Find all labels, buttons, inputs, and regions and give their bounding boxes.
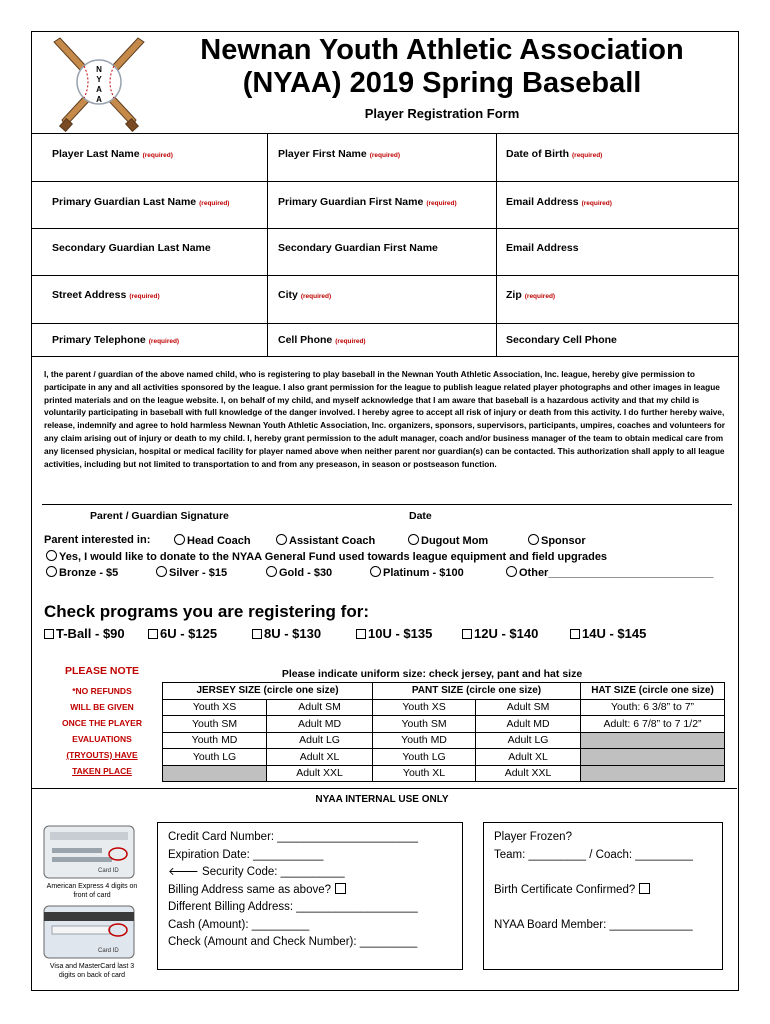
check-amount-field[interactable]: Check (Amount and Check Number): _________ <box>168 936 418 948</box>
program-10u-checkbox[interactable]: 10U - $135 <box>356 626 432 641</box>
secondary-email-field[interactable]: Email Address <box>506 242 579 254</box>
uniform-size-table <box>162 682 725 782</box>
payment-box <box>157 822 463 970</box>
sponsor-option[interactable]: Sponsor <box>528 534 586 547</box>
size-option[interactable]: Adult LG <box>476 732 581 749</box>
card-id-label: Card ID <box>98 948 119 954</box>
parent-interest-label: Parent interested in: <box>44 534 151 546</box>
program-8u-checkbox[interactable]: 8U - $130 <box>252 626 321 641</box>
checkbox-icon[interactable] <box>570 629 580 639</box>
size-option[interactable]: Youth MD <box>373 732 476 749</box>
table-row <box>163 749 725 766</box>
divider <box>32 275 738 276</box>
size-option[interactable]: Adult XXL <box>476 765 581 782</box>
expiration-date-field[interactable]: Expiration Date: ___________ <box>168 848 324 861</box>
size-option[interactable]: Adult XL <box>476 749 581 766</box>
checkbox-icon[interactable] <box>335 883 346 894</box>
cell-phone-field[interactable]: Cell Phone (required) <box>278 334 366 346</box>
street-address-field[interactable]: Street Address (required) <box>52 289 160 301</box>
spacer <box>494 899 712 917</box>
crossed-bats-logo-icon <box>44 36 154 132</box>
program-14u-checkbox[interactable]: 14U - $145 <box>570 626 646 641</box>
size-option[interactable]: Adult SM <box>476 699 581 716</box>
gold-option[interactable]: Gold - $30 <box>266 566 332 579</box>
please-note <box>46 665 158 780</box>
size-option[interactable]: Youth XS <box>373 699 476 716</box>
radio-icon[interactable] <box>46 566 57 577</box>
radio-icon[interactable] <box>46 550 57 561</box>
size-option[interactable]: Adult XL <box>267 749 373 766</box>
security-code-field[interactable]: 🡐 Security Code: __________ <box>168 866 345 878</box>
credit-card-images <box>42 824 142 984</box>
birth-certificate-checkbox[interactable]: Birth Certificate Confirmed? <box>494 882 712 900</box>
program-6u-checkbox[interactable]: 6U - $125 <box>148 626 217 641</box>
secondary-cell-phone-field[interactable]: Secondary Cell Phone <box>506 334 617 346</box>
logo-letter: N <box>96 65 102 74</box>
size-option[interactable]: Adult XXL <box>267 765 373 782</box>
radio-icon[interactable] <box>266 566 277 577</box>
pant-size-header: PANT SIZE (circle one size) <box>373 683 581 700</box>
player-frozen-label: Player Frozen? <box>494 831 572 843</box>
divider <box>267 133 268 356</box>
size-option[interactable]: Adult MD <box>476 716 581 733</box>
size-option[interactable]: Adult MD <box>267 716 373 733</box>
jersey-size-header: JERSEY SIZE (circle one size) <box>163 683 373 700</box>
secondary-guardian-last-name-field[interactable]: Secondary Guardian Last Name <box>52 242 211 254</box>
divider <box>32 181 738 182</box>
cash-amount-field[interactable]: Cash (Amount): _________ <box>168 918 310 931</box>
title-line-2: (NYAA) 2019 Spring Baseball <box>242 67 642 99</box>
size-option[interactable]: Youth: 6 3/8” to 7” <box>581 699 725 716</box>
checkbox-icon[interactable] <box>44 629 54 639</box>
shaded-cell <box>581 765 725 782</box>
size-option[interactable]: Youth MD <box>163 732 267 749</box>
size-option[interactable]: Youth LG <box>163 749 267 766</box>
form-subtitle: Player Registration Form <box>364 106 520 121</box>
radio-icon[interactable] <box>506 566 517 577</box>
radio-icon[interactable] <box>156 566 167 577</box>
amex-caption: American Express 4 digits on front of card <box>46 883 138 899</box>
divider <box>32 133 738 134</box>
radio-icon[interactable] <box>370 566 381 577</box>
board-member-field[interactable]: NYAA Board Member: _____________ <box>494 918 693 931</box>
divider <box>32 356 738 357</box>
divider <box>32 228 738 229</box>
size-option[interactable]: Adult: 6 7/8” to 7 1/2” <box>581 716 725 733</box>
program-12u-checkbox[interactable]: 12U - $140 <box>462 626 538 641</box>
size-option[interactable]: Youth XS <box>163 699 267 716</box>
size-option[interactable]: Adult SM <box>267 699 373 716</box>
uniform-heading: Please indicate uniform size: check jersey, pant and hat size <box>281 668 583 680</box>
divider <box>496 133 497 356</box>
table-row <box>163 732 725 749</box>
size-option[interactable]: Youth XL <box>373 765 476 782</box>
billing-same-checkbox[interactable]: Billing Address same as above? <box>168 882 452 900</box>
form-title <box>172 34 712 100</box>
radio-icon[interactable] <box>408 534 419 545</box>
shaded-cell <box>163 765 267 782</box>
table-row <box>163 716 725 733</box>
title-line-1: Newnan Youth Athletic Association <box>200 34 684 66</box>
checkbox-icon[interactable] <box>462 629 472 639</box>
spacer <box>494 864 712 882</box>
team-coach-field[interactable]: Team: _________ / Coach: _________ <box>494 848 693 861</box>
player-last-name-field[interactable]: Player Last Name (required) <box>52 148 173 160</box>
primary-email-field[interactable]: Email Address (required) <box>506 196 612 208</box>
checkbox-icon[interactable] <box>356 629 366 639</box>
assistant-coach-option[interactable]: Assistant Coach <box>276 534 375 547</box>
city-field[interactable]: City (required) <box>278 289 332 301</box>
please-note-text: *NO REFUNDS WILL BE GIVEN ONCE THE PLAYER EVALUATIONS (TRYOUTS) HAVE TAKEN PLACE <box>62 686 142 776</box>
size-option[interactable]: Adult LG <box>267 732 373 749</box>
logo-letter: Y <box>96 75 102 84</box>
checkbox-icon[interactable] <box>639 883 650 894</box>
waiver-text: I, the parent / guardian of the above named child, who is registering to play baseball in the Newnan Youth Athletic Association, Inc. league, hereby give permission to participate in any and all activities sponsored by the league. I also grant permission for the league to publish league related player photographs and other images in league printed materials and on the league website. I, on behalf of my child, and myself acknowledge that I am aware that baseball is a hazardous activity and that my child is voluntarily participating in baseball with full knowledge of the danger involved. I hereby agree to accept all risk of injury or death from this activity. I do further hereby waive, release, indemnify and agree to hold harmless Newnan Youth Athletic Association, Inc. organizers, sponsors, supervisors, participants, umpires, coaches and volunteers for any claim arising out of injury or death to my child. I, hereby grant permission to the adult manager, coach and/or business manager of the team to obtain medical care from any licensed physician, hospital or medical facility for player named above when neither parent nor guardian(s) can be contacted. This authorization shall apply to all league activities, including but not limited to transportation to and from any preseason, in season or postseason function. <box>44 369 725 469</box>
primary-guardian-first-name-field[interactable]: Primary Guardian First Name (required) <box>278 196 457 208</box>
player-first-name-field[interactable]: Player First Name (required) <box>278 148 401 160</box>
program-tball-checkbox[interactable]: T-Ball - $90 <box>44 626 125 641</box>
secondary-guardian-first-name-field[interactable]: Secondary Guardian First Name <box>278 242 438 254</box>
divider <box>32 323 738 324</box>
visa-card-icon <box>42 904 142 962</box>
size-option[interactable]: Youth LG <box>373 749 476 766</box>
please-note-title: PLEASE NOTE <box>64 665 140 677</box>
primary-telephone-field[interactable]: Primary Telephone (required) <box>52 334 180 346</box>
shaded-cell <box>581 732 725 749</box>
credit-card-number-field[interactable]: Credit Card Number: ______________________ <box>168 831 418 843</box>
table-row <box>163 699 725 716</box>
platinum-option[interactable]: Platinum - $100 <box>370 566 464 579</box>
table-row <box>163 765 725 782</box>
internal-use-heading: NYAA INTERNAL USE ONLY <box>315 794 449 805</box>
admin-box <box>483 822 723 970</box>
dugout-mom-option[interactable]: Dugout Mom <box>408 534 488 547</box>
visa-caption: Visa and MasterCard last 3 digits on back of card <box>49 963 135 979</box>
radio-icon[interactable] <box>276 534 287 545</box>
logo-letter: A <box>96 85 102 94</box>
internal-divider <box>32 788 737 789</box>
date-of-birth-field[interactable]: Date of Birth (required) <box>506 148 603 160</box>
bronze-option[interactable]: Bronze - $5 <box>46 566 118 579</box>
size-option[interactable]: Youth SM <box>373 716 476 733</box>
head-coach-option[interactable]: Head Coach <box>174 534 251 547</box>
date-label: Date <box>409 510 432 522</box>
primary-guardian-last-name-field[interactable]: Primary Guardian Last Name (required) <box>52 196 230 208</box>
silver-option[interactable]: Silver - $15 <box>156 566 227 579</box>
donation-option[interactable]: Yes, I would like to donate to the NYAA General Fund used towards league equipment and field upgrades <box>46 550 607 563</box>
checkbox-icon[interactable] <box>252 629 262 639</box>
hat-size-header: HAT SIZE (circle one size) <box>581 683 725 700</box>
radio-icon[interactable] <box>174 534 185 545</box>
signature-line <box>42 504 732 505</box>
shaded-cell <box>581 749 725 766</box>
programs-title: Check programs you are registering for: <box>44 602 369 621</box>
zip-field[interactable]: Zip (required) <box>506 289 556 301</box>
other-option[interactable]: Other___________________________ <box>506 566 714 579</box>
signature-label: Parent / Guardian Signature <box>90 510 229 522</box>
logo-letter: A <box>96 95 102 104</box>
radio-icon[interactable] <box>528 534 539 545</box>
registration-form <box>31 31 739 991</box>
checkbox-icon[interactable] <box>148 629 158 639</box>
amex-card-icon <box>42 824 142 882</box>
card-id-label: Card ID <box>98 868 119 874</box>
size-option[interactable]: Youth SM <box>163 716 267 733</box>
different-billing-field[interactable]: Different Billing Address: ___________________ <box>168 901 418 913</box>
